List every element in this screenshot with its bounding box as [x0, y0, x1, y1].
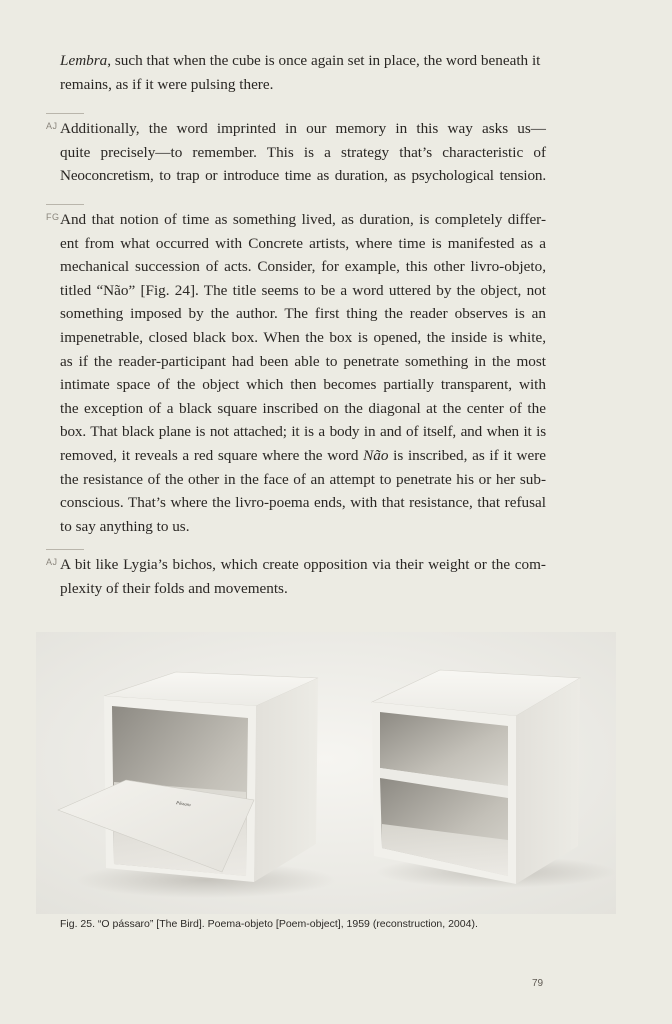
text-line: quite precisely—to remember. This is a strategy that’s characteristic of: [60, 143, 546, 161]
text-line: intimate space of the object which then becomes partially transparent, with: [60, 376, 546, 394]
text-line: titled “Não” [Fig. 24]. The title seems to be a word uttered by the object, not: [60, 281, 546, 299]
text-line: remains, as if it were pulsing there.: [60, 75, 274, 93]
text-line: the resistance of the other in the face of an attempt to penetrate his or her sub-: [60, 470, 546, 488]
speaker-rule: [46, 113, 84, 114]
speaker-rule: [46, 549, 84, 550]
text-line: impenetrable, closed black box. When the box is opened, the inside is white,: [60, 328, 546, 346]
text-line: plexity of their folds and movements.: [60, 579, 288, 597]
text-line: A bit like Lygia’s bichos, which create opposition via their weight or the com-: [60, 556, 546, 573]
text-line: the exception of a black square inscribed on the diagonal at the center of the: [60, 399, 546, 417]
text-line: removed, it reveals a red square where the word Não is inscribed, as if it were: [60, 446, 546, 464]
flap-word: Pássaro: [175, 800, 192, 808]
figure-caption: Fig. 25. “O pássaro” [The Bird]. Poema-objeto [Poem-object], 1959 (reconstruction, 2004).: [60, 918, 478, 930]
text-line: as if the reader-participant had been able to penetrate something in the most: [60, 352, 546, 370]
text-line: Additionally, the word imprinted in our memory in this way asks us—: [60, 120, 546, 137]
paragraph-aj-1: [60, 117, 546, 188]
paragraph-aj-2: [60, 553, 546, 600]
figure-photograph: [36, 632, 616, 914]
speaker-initials: FG: [46, 212, 60, 222]
page-number: 79: [532, 978, 544, 989]
paragraph-intro: [60, 49, 546, 96]
text-line: Lembra, such that when the cube is once again set in place, the word beneath it: [60, 52, 541, 69]
speaker-initials: AJ: [46, 557, 58, 567]
text-line: ent from what occurred with Concrete artists, where time is manifested as a: [60, 234, 546, 252]
text-line: mechanical succession of acts. Consider, for example, this other livro-objeto,: [60, 258, 546, 276]
text-line: to say anything to us.: [60, 517, 190, 535]
text-line: box. That black plane is not attached; it is a body in and of itself, and when it is: [60, 423, 546, 441]
speaker-initials: AJ: [46, 121, 58, 131]
speaker-rule: [46, 204, 84, 205]
text-line: And that notion of time as something lived, as duration, is completely differ-: [60, 211, 546, 228]
text-line: something imposed by the author. The first thing the reader observes is an: [60, 305, 546, 323]
paragraph-fg: [60, 208, 546, 538]
text-line: Neoconcretism, to trap or introduce time as duration, as psychological tension.: [60, 167, 546, 185]
text-line: conscious. That’s where the livro-poema ends, with that resistance, that refusal: [60, 494, 546, 512]
